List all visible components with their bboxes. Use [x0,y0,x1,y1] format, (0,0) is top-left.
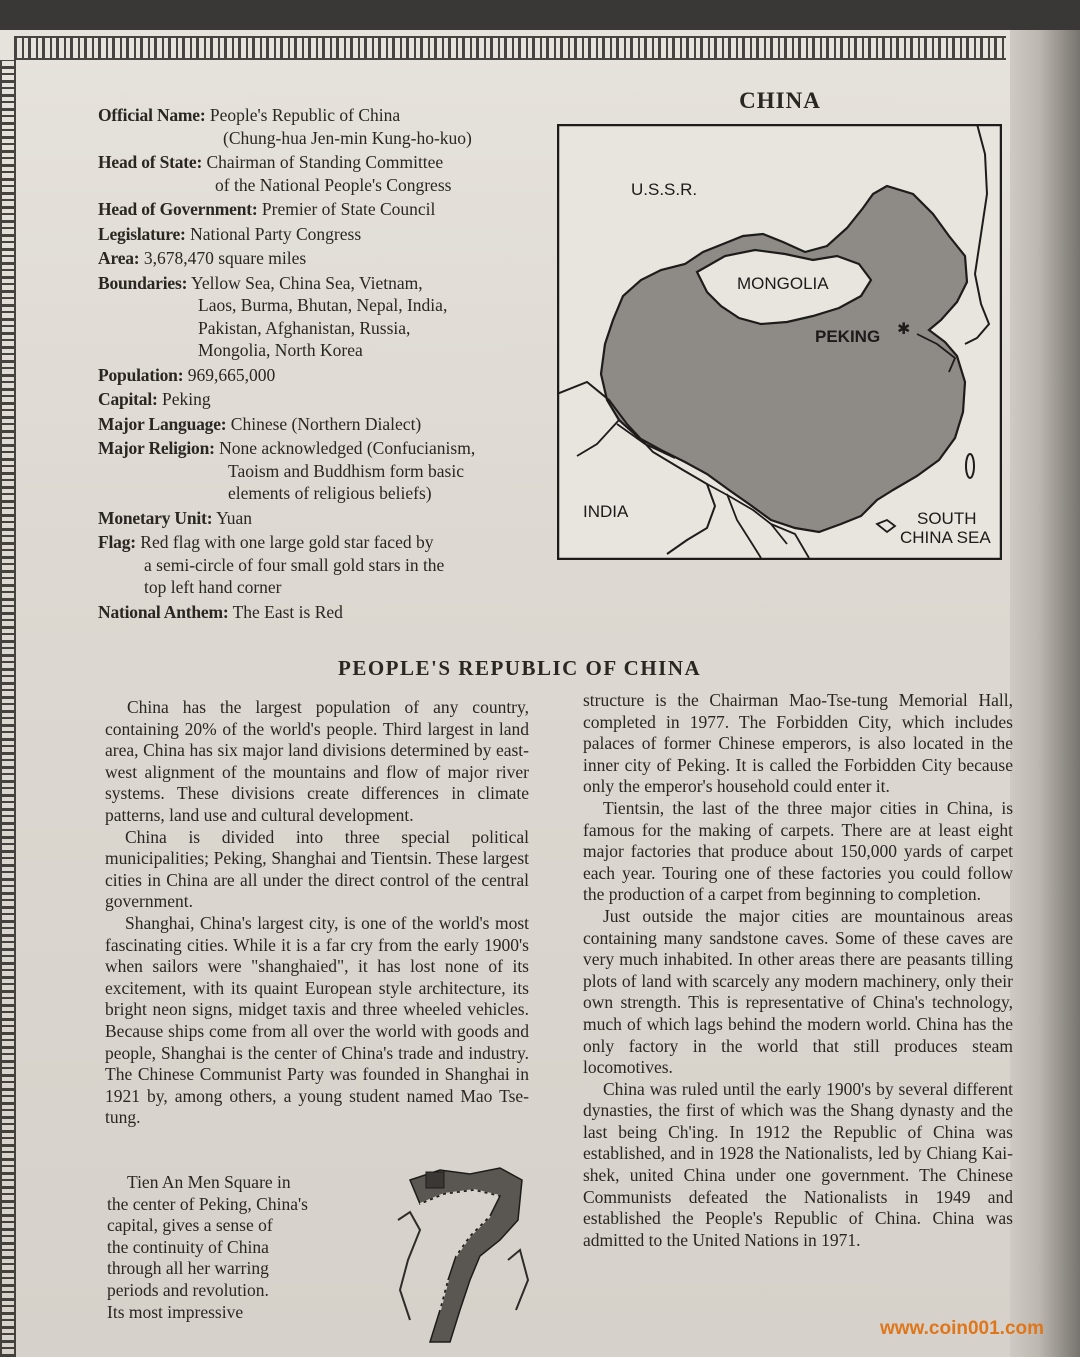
watchtower [426,1172,444,1188]
fact-sheet [98,104,548,625]
paragraph: China has the largest population of any country, containing 20% of the world's people. Third largest in land area, China has six major land divisions determined by east-west alignment of the mountains and flow of major river systems. These divisions create differences in climate patterns, land use and cultural development. [105,697,529,825]
fact-flag [98,531,548,599]
fact-value: Chairman of Standing Committee [206,152,444,172]
map-label-mongolia: MONGOLIA [737,274,829,293]
fact-head-of-government [98,198,548,221]
fact-value: The East is Red [232,601,343,622]
fact-major-language [98,413,548,436]
map-label-china-sea: CHINA SEA [900,528,991,547]
caption-line: through all her warring [107,1258,269,1279]
china-map-graphic [557,124,1002,560]
caption-line: periods and revolution. [107,1279,269,1300]
fact-cont: Laos, Burma, Bhutan, Nepal, India, [198,295,448,315]
fact-value: None acknowledged (Confucianism, [219,438,476,458]
fact-area [98,247,548,270]
paragraph: Tientsin, the last of the three major cities in China, is famous for the making of carpets. There are at least eight major factories that produce about 150,000 yards of carpet each year. Touring one of these factories you could follow the production of a carpet from beginning to completion. [583,797,1013,905]
fact-value: 969,665,000 [187,364,276,385]
fact-cont: Mongolia, North Korea [198,340,363,360]
article-column-left [105,697,529,1129]
paragraph: structure is the Chairman Mao-Tse-tung Memorial Hall, completed in 1977. The Forbidden City, which includes palaces of former Chinese emperors, is also located in the inner city of Peking. It is called the Forbidden City because only the emperor's household could enter it. [583,690,1013,797]
map-title: CHINA [739,88,821,113]
map-label-ussr: U.S.S.R. [631,180,698,199]
capital-star-icon: ✱ [897,319,911,338]
fact-national-anthem [98,601,548,624]
fact-value: Peking [162,389,211,409]
fact-cont: top left hand corner [144,577,282,597]
fact-label: Monetary Unit: [98,507,213,528]
fact-cont: of the National People's Congress [215,174,452,195]
china-map [557,124,1002,560]
fact-label: Capital: [98,389,158,409]
fact-label: Legislature: [98,223,186,244]
fact-value: Chinese (Northern Dialect) [230,413,422,434]
caption-line: capital, gives a sense of [107,1215,273,1236]
fact-monetary-unit [98,507,548,530]
caption-line: the continuity of China [107,1236,269,1257]
map-label-south: SOUTH [917,509,977,528]
page-edge [1010,30,1080,1357]
wall-silhouette [410,1168,522,1342]
paragraph: Shanghai, China's largest city, is one of the world's most fascinating cities. While it is a far cry from the early 1900's when sailors were "shanghaied", it has lost none of its excitement, with its quaint European style architecture, its bright neon signs, midget taxis and three wheeled vehicles. Because ships come from all over the world with goods and people, Shanghai is the center of China's trade and industry. The Chinese Communist Party was founded in Shanghai in 1921 by, among others, a young student named Mao Tse-tung. [105,912,529,1128]
fact-population [98,364,548,387]
fact-label: Area: [98,248,140,268]
fact-label: Head of Government: [98,199,258,219]
fact-capital [98,388,548,411]
decorative-border-top [14,36,1006,60]
fact-value: 3,678,470 square miles [143,248,307,268]
fact-label: Official Name: [98,105,206,125]
map-label-peking: PEKING [815,327,881,346]
fact-value: Premier of State Council [261,199,436,219]
article-column-right [583,690,1013,1251]
fact-official-name [98,104,548,149]
fact-cont: elements of religious beliefs) [228,483,432,503]
fact-cont: Taoism and Buddhism form basic [228,460,464,481]
fact-label: Major Religion: [98,438,215,458]
fact-label: Head of State: [98,152,203,172]
caption-line: Tien An Men Square in [127,1172,291,1192]
fact-value: People's Republic of China [209,105,401,125]
great-wall-illustration [390,1160,530,1345]
fact-label: Major Language: [98,413,227,434]
map-label-india: INDIA [583,502,629,521]
paragraph: Just outside the major cities are mountainous areas containing many sandstone caves. Some of these caves are very much inhabited. In other areas there are peasants tilling plots of land with scarcely any modern machinery, only their own strength. This is representative of China's technology, much of which lags behind the modern world. China has the only factory in the world that still produces steam locomotives. [583,905,1013,1078]
fact-cont: Pakistan, Afghanistan, Russia, [198,317,411,338]
fact-legislature [98,223,548,246]
fact-label: National Anthem: [98,601,229,622]
photo-caption [107,1172,377,1323]
watermark-text: www.coin001.com [880,1318,1045,1339]
fact-cont: (Chung-hua Jen-min Kung-ho-kuo) [223,127,472,148]
great-wall-drawing [390,1160,530,1345]
decorative-border-left [0,60,16,1357]
fact-label: Population: [98,364,184,385]
fact-major-religion [98,437,548,505]
caption-line: the center of Peking, China's [107,1193,308,1214]
fact-value: National Party Congress [190,223,362,244]
paragraph: China was ruled until the early 1900's by several different dynasties, the first of which was the Shang dynasty and the last being Ch'ing. In 1912 the Republic of China was established, and in 1928 the Nationalists, led by Chiang Kai-shek, united China under one government. The Chinese Communists defeated the Nationalists in 1949 and established the People's Republic of China. China was admitted to the United Nations in 1971. [583,1078,1013,1250]
fact-value: Yellow Sea, China Sea, Vietnam, [190,272,423,293]
fact-value: Yuan [216,507,253,528]
fact-value: Red flag with one large gold star faced by [140,532,434,552]
caption-line: Its most impressive [107,1301,244,1322]
fact-cont: a semi-circle of four small gold stars in the [144,554,445,575]
fact-label: Boundaries: [98,272,188,293]
paragraph: China is divided into three special political municipalities; Peking, Shanghai and Tientsin. These largest cities in China are all under the direct control of the central government. [105,826,529,912]
fact-boundaries [98,272,548,362]
fact-label: Flag: [98,532,136,552]
fact-head-of-state [98,151,548,196]
section-title: PEOPLE'S REPUBLIC OF CHINA [338,656,702,680]
